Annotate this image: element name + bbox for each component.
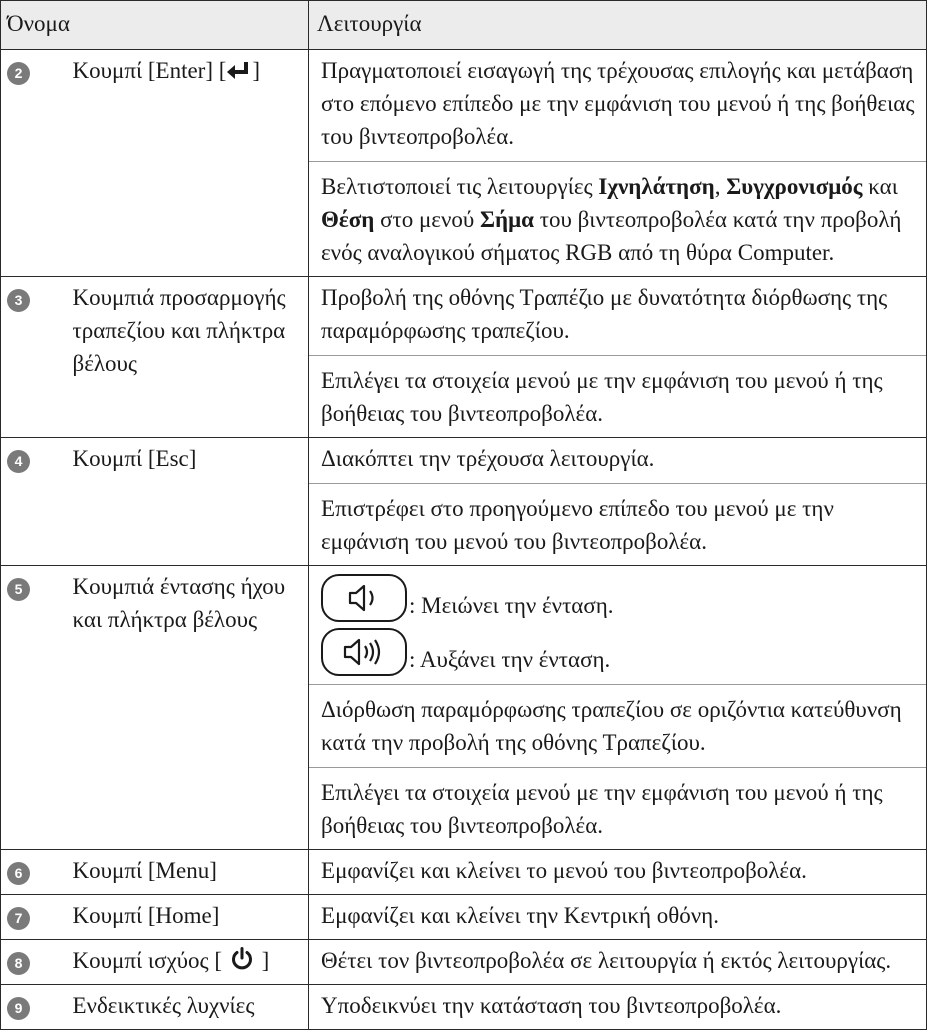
paragraph-divider <box>309 161 926 162</box>
row-name: Κουμπί [Esc] <box>67 438 309 566</box>
row-number-badge: 9 <box>7 997 30 1020</box>
row-name: Κουμπί [Menu] <box>67 850 309 895</box>
table-row <box>1 566 927 850</box>
volume-down-key <box>321 574 407 622</box>
row-description: Εμφανίζει και κλείνει την Κεντρική οθόνη. <box>309 895 927 940</box>
row-description: Υποδεικνύει την κατάσταση του βιντεοπροβολέα. <box>309 985 927 1030</box>
table-header-row <box>1 1 927 50</box>
paragraph-divider <box>309 684 926 685</box>
table-row <box>1 438 927 566</box>
row-description: Εμφανίζει και κλείνει το μενού του βιντεοπροβολέα. <box>309 850 927 895</box>
paragraph-divider <box>309 483 926 484</box>
row-number-badge: 4 <box>7 450 30 473</box>
enter-icon <box>226 60 252 82</box>
row-number-badge: 7 <box>7 907 30 930</box>
paragraph-divider <box>309 767 926 768</box>
row-description: Πραγματοποιεί εισαγωγή της τρέχουσας επιλογής και μετάβαση στο επόμενο επίπεδο με την εμφάνιση του μενού ή της βοήθειας του βιντεοπροβολέα. Βελτιστοποιεί τις λειτουργίες Ιχνηλάτηση, Συγχρονισμός και Θέση στο μενού Σήμα του βιντεοπροβολέα κατά την προβολή ενός αναλογικού σήματος RGB από τη θύρα Computer. <box>309 50 927 277</box>
table-row <box>1 985 927 1030</box>
table-row <box>1 895 927 940</box>
row-name: Κουμπί ισχύος [ ] <box>67 940 309 985</box>
row-description: Διακόπτει την τρέχουσα λειτουργία. Επιστρέφει στο προηγούμενο επίπεδο του μενού με την εμφάνιση του μενού του βιντεοπροβολέα. <box>309 438 927 566</box>
row-number-badge: 3 <box>7 289 30 312</box>
table-row <box>1 850 927 895</box>
table-row <box>1 50 927 277</box>
column-header-name: Όνομα <box>1 1 309 50</box>
row-name: Κουμπί [Enter] [ ] <box>67 50 309 277</box>
row-number-badge: 2 <box>7 62 30 85</box>
volume-up-key <box>321 628 407 676</box>
table-row <box>1 940 927 985</box>
row-name: Κουμπιά έντασης ήχου και πλήκτρα βέλους <box>67 566 309 850</box>
row-name: Ενδεικτικές λυχνίες <box>67 985 309 1030</box>
volume-up-icon <box>339 637 389 667</box>
power-icon <box>230 947 254 971</box>
row-number-badge: 5 <box>7 578 30 601</box>
table-row <box>1 277 927 438</box>
row-name: Κουμπιά προσαρμογής τραπεζίου και πλήκτρα βέλους <box>67 277 309 438</box>
column-header-function: Λειτουργία <box>309 1 927 50</box>
row-name: Κουμπί [Home] <box>67 895 309 940</box>
row-number-badge: 6 <box>7 862 30 885</box>
row-description: Θέτει τον βιντεοπροβολέα σε λειτουργία ή εκτός λειτουργίας. <box>309 940 927 985</box>
row-description: : Μειώνει την ένταση. : Αυξάνει την ένταση. Διόρθωση παραμόρφωσης τραπεζίου σε οριζόντια κατεύθυνση κατά την προβολή της οθόνης Τραπεζίου. Επιλέγει τα στοιχεία μενού με την εμφάνιση του μενού ή της βοήθειας του βιντεοπροβολέα. <box>309 566 927 850</box>
row-description: Προβολή της οθόνης Τραπέζιο με δυνατότητα διόρθωσης της παραμόρφωσης τραπεζίου. Επιλέγει τα στοιχεία μενού με την εμφάνιση του μενού ή της βοήθειας του βιντεοπροβολέα. <box>309 277 927 438</box>
volume-down-icon <box>342 583 386 613</box>
paragraph-divider <box>309 355 926 356</box>
row-number-badge: 8 <box>7 952 30 975</box>
